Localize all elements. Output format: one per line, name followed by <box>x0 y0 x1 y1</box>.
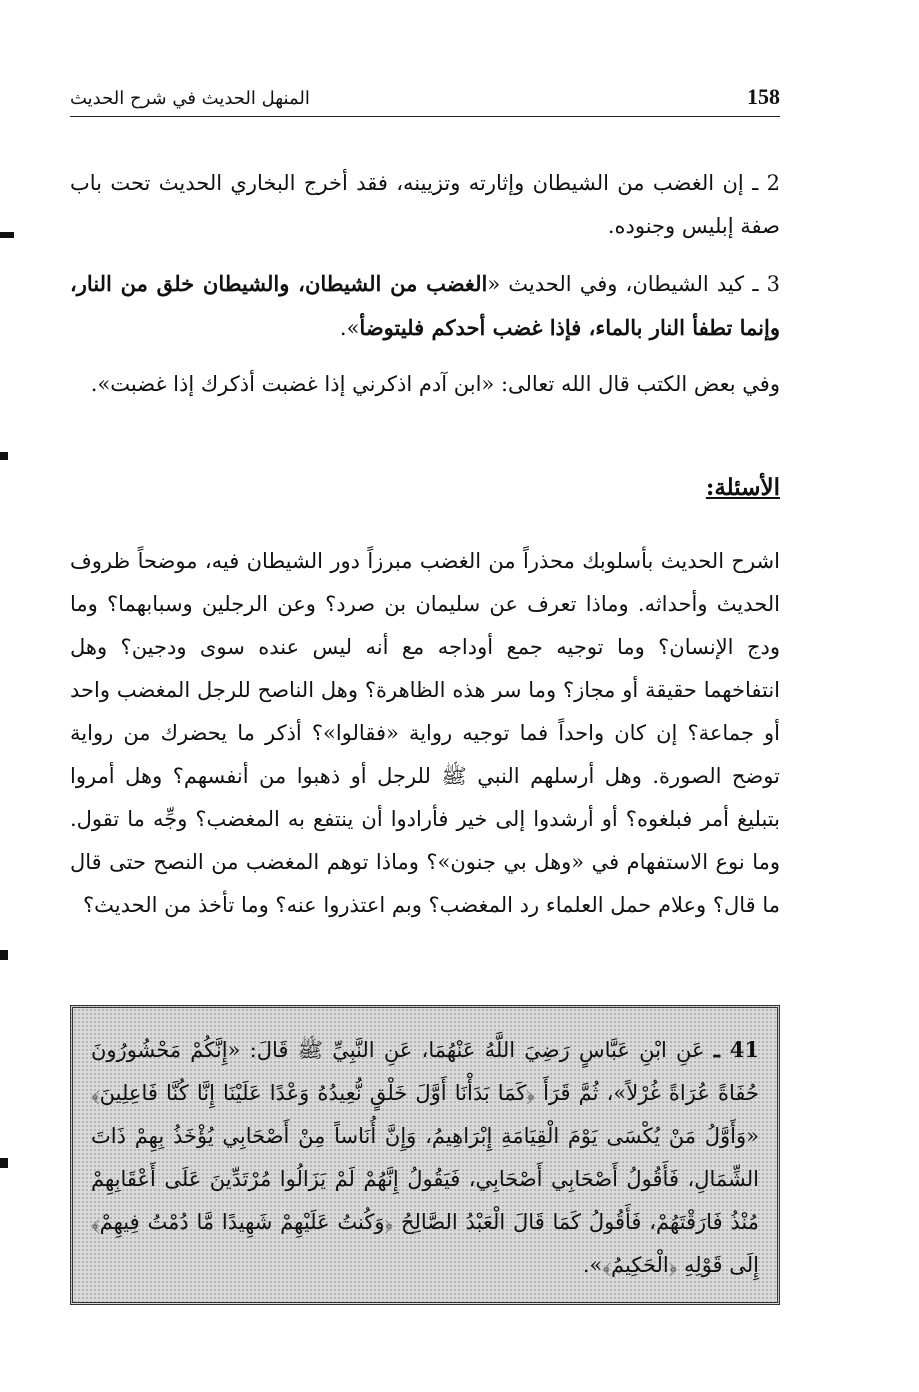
book-page <box>70 70 780 1310</box>
paragraph-point-3 <box>70 262 780 350</box>
hadith-number: 41 ـ <box>713 1037 759 1062</box>
page-number: 158 <box>747 84 780 109</box>
questions-paragraph: اشرح الحديث بأسلوبك محذراً من الغضب مبرزاً دور الشيطان فيه، موضحاً ظروف الحديث وأحداثه. وماذا تعرف عن سليمان بن صرد؟ وعن الرجلين وسبابهما؟ وما ودج الإنسان؟ وما توجيه جمع أوداجه مع أنه ليس عنده سوى ودجين؟ وهل انتفاخهما حقيقة أو مجاز؟ وما سر هذه الظاهرة؟ وهل الناصح للرجل المغضب واحد أو جماعة؟ إن كان واحداً فما توجيه رواية «فقالوا»؟ أذكر ما يحضرك من رواية توضح الصورة. وهل أرسلهم النبي ﷺ للرجل أو ذهبوا من أنفسهم؟ وهل أمروا بتبليغ أمر فبلغوه؟ أو أرشدوا إلى خير فأرادوا أن ينتفع به المغضب؟ وجِّه ما تقول. وما نوع الاستفهام في «وهل بي جنون»؟ وماذا توهم المغضب من النصح حتى قال ما قال؟ وعلام حمل العلماء رد المغضب؟ وبم اعتذروا عنه؟ وما تأخذ من الحديث؟ <box>70 549 780 917</box>
point-3-end: ». <box>339 316 360 340</box>
running-title: المنهل الحديث في شرح الحديث <box>70 88 310 109</box>
questions-heading: الأسئلة: <box>705 474 780 501</box>
paragraph-books-quote: وفي بعض الكتب قال الله تعالى: «ابن آدم اذكرني إذا غضبت أذكرك إذا غضبت». <box>90 372 780 396</box>
point-3-quote: الغضب من الشيطان، والشيطان خلق من النار، وإنما تطفأ النار بالماء، فإذا غضب أحدكم فليتوضأ <box>70 271 780 340</box>
hadith-text: عَنِ ابْنِ عَبَّاسٍ رَضِيَ اللَّهُ عَنْهُمَا، عَنِ النَّبِيِّ ﷺ قَالَ: «إِنَّكُمْ مَحْشُورُونَ حُفَاةً عُرَاةً غُرْلاً»، ثُمَّ قَرَأَ ﴿كَمَا بَدَأْنَا أَوَّلَ خَلْقٍ نُّعِيدُهُ وَعْدًا عَلَيْنَا إِنَّا كُنَّا فَاعِلِينَ﴾ «وَأَوَّلُ مَنْ يُكْسَى يَوْمَ الْقِيَامَةِ إِبْرَاهِيمُ، وَإِنَّ أُنَاساً مِنْ أَصْحَابِي يُؤْخَذُ بِهِمْ ذَاتَ الشِّمَالِ، فَأَقُولُ أَصْحَابِي أَصْحَابِي، فَيَقُولُ إِنَّهُمْ لَمْ يَزَالُوا مُرْتَدِّينَ عَلَى أَعْقَابِهِمْ مُنْذُ فَارَقْتَهُمْ، فَأَقُولُ كَمَا قَالَ الْعَبْدُ الصَّالِحُ ﴿وَكُنتُ عَلَيْهِمْ شَهِيدًا مَّا دُمْتُ فِيهِمْ﴾ إِلَى قَوْلِهِ ﴿الْحَكِيمُ﴾». <box>91 1038 759 1277</box>
running-header <box>70 80 780 117</box>
margin-mark <box>0 950 8 960</box>
point-3-lead: 3 ـ كيد الشيطان، وفي الحديث « <box>487 272 780 296</box>
margin-mark <box>0 452 8 460</box>
paragraph-point-2: 2 ـ إن الغضب من الشيطان وإثارته وتزيينه، فقد أخرج البخاري الحديث تحت باب صفة إبليس وجنوده. <box>70 171 780 238</box>
margin-mark <box>0 232 14 238</box>
hadith-box <box>70 1005 780 1305</box>
hadith-text-block <box>91 1028 759 1287</box>
margin-mark <box>0 1158 8 1168</box>
